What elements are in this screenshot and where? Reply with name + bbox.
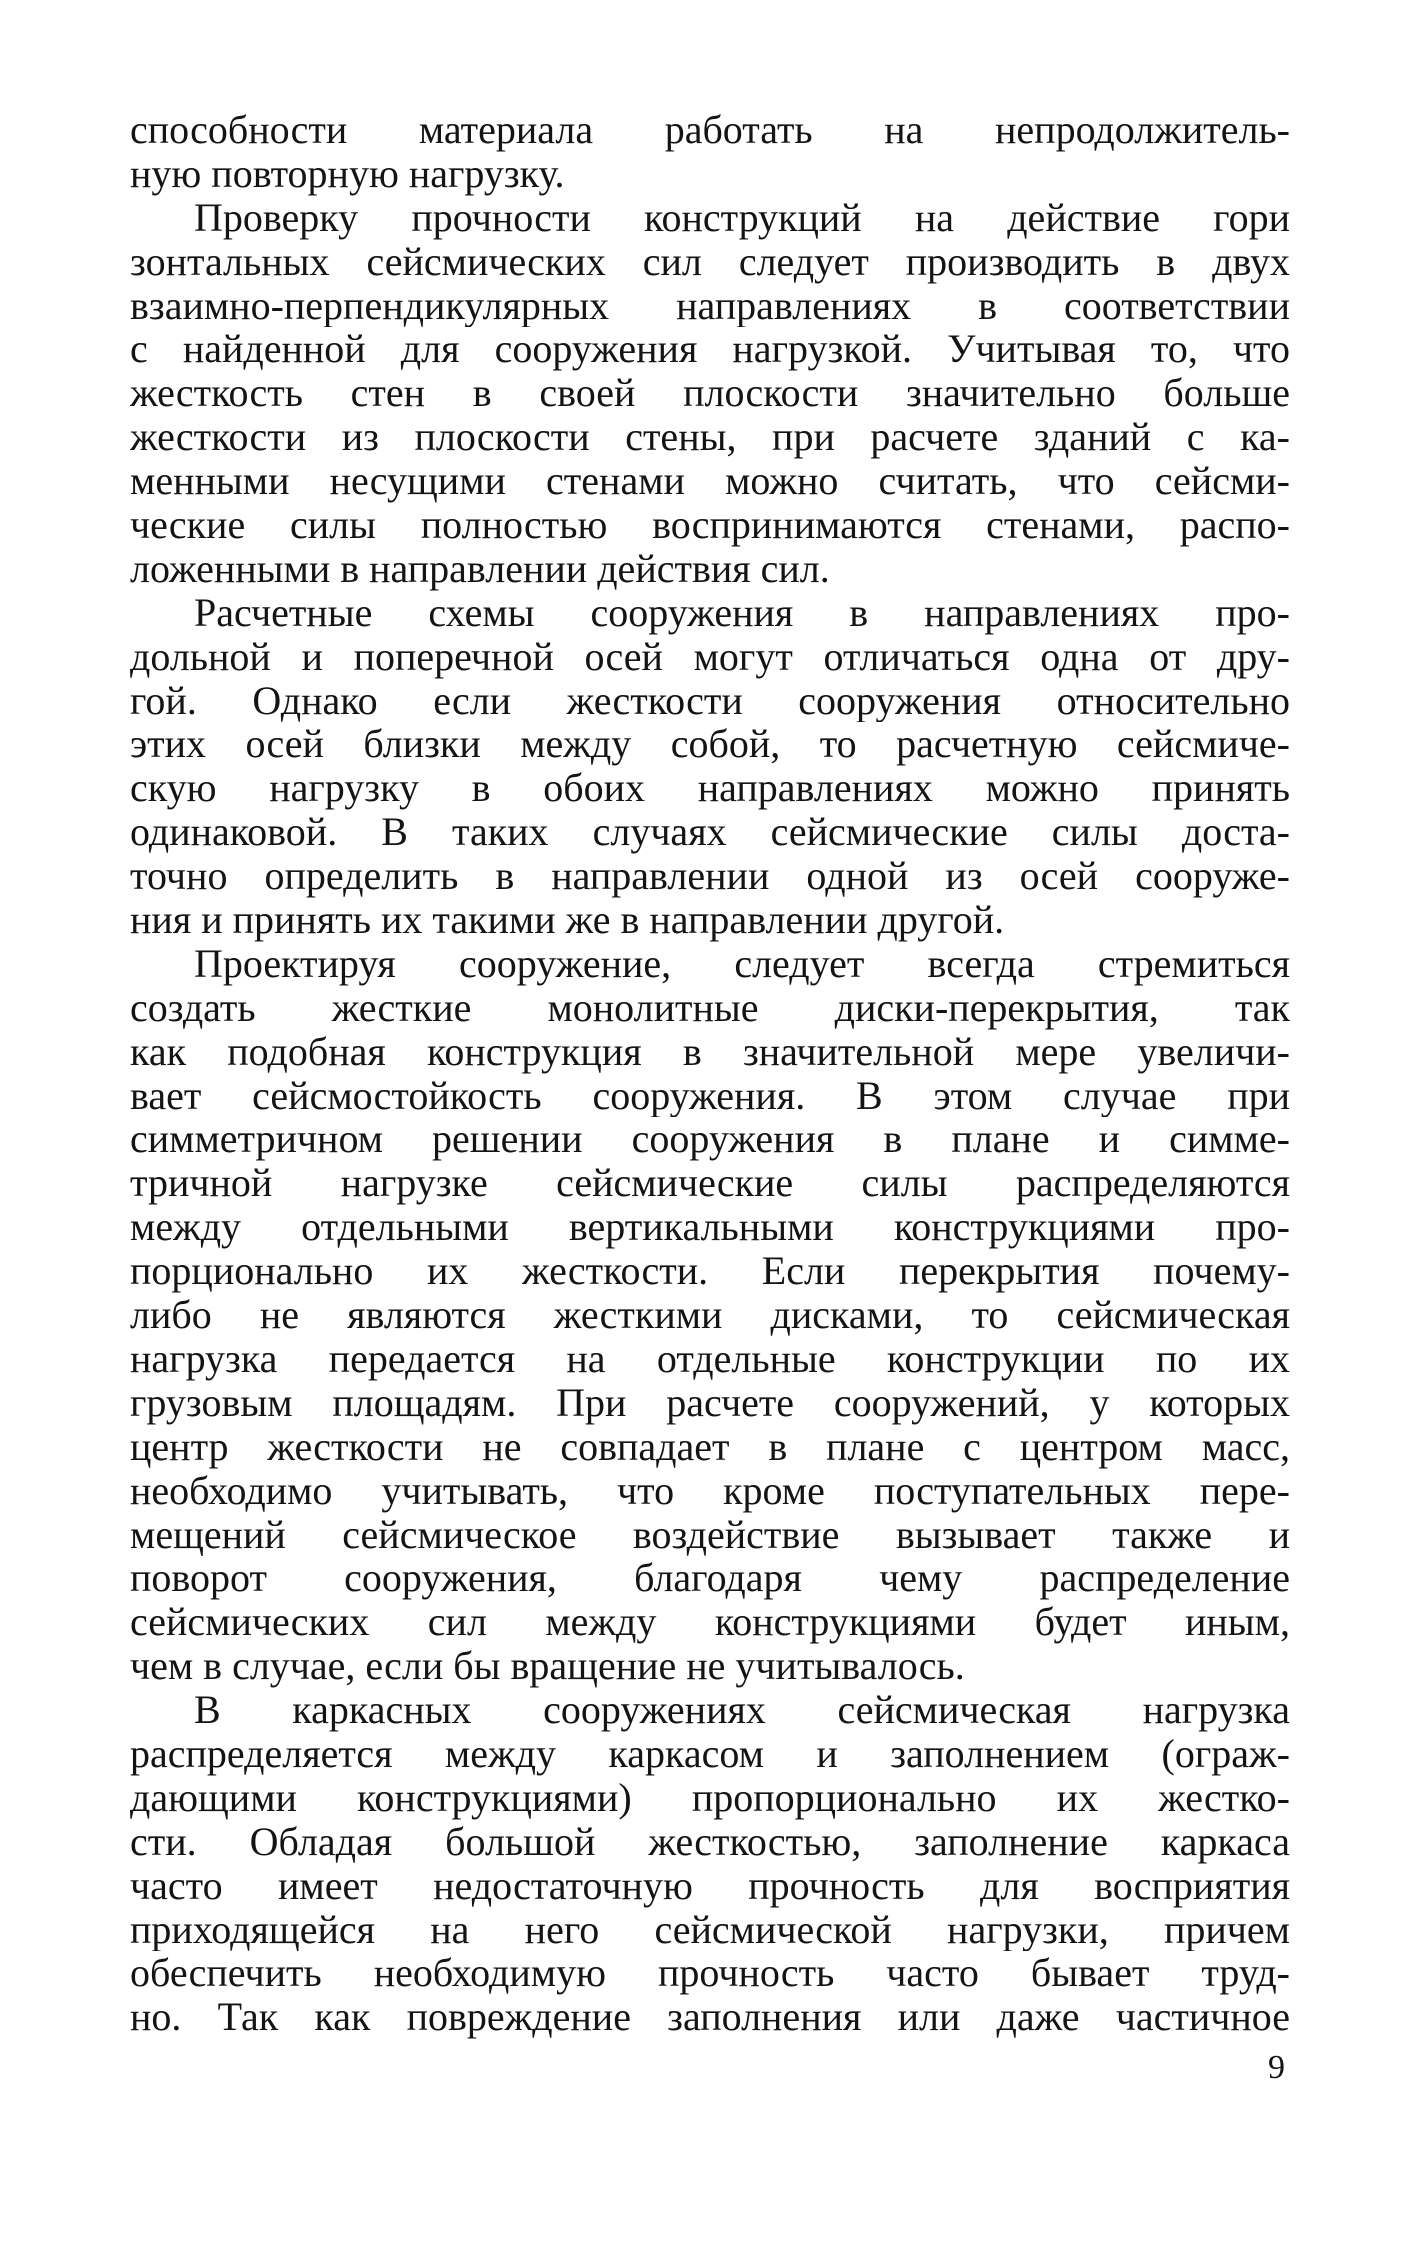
- text-line: вает сейсмостойкость сооружения. В этом случае при: [130, 1073, 1290, 1118]
- text-line: гой. Однако если жесткости сооружения относительно: [130, 678, 1290, 723]
- text-line: точно определить в направлении одной из осей сооруже-: [130, 854, 1290, 899]
- text-line: ложенными в направлении действия сил.: [130, 546, 830, 591]
- text-line: распределяется между каркасом и заполнением (ограж-: [130, 1731, 1290, 1776]
- paragraph-first-line: Проектируя сооружение, следует всегда стремиться: [194, 941, 1290, 986]
- text-line: мещений сейсмическое воздействие вызывает также и: [130, 1512, 1290, 1557]
- text-line: скую нагрузку в обоих направлениях можно принять: [130, 766, 1290, 811]
- text-line: ческие силы полностью воспринимаются стенами, распо-: [130, 503, 1290, 547]
- text-line: но. Так как повреждение заполнения или даже частичное: [130, 1995, 1290, 2040]
- paragraph-first-line: В каркасных сооружениях сейсмическая нагрузка: [194, 1688, 1290, 1732]
- text-line: часто имеет недостаточную прочность для восприятия: [130, 1863, 1290, 1908]
- text-line: дающими конструкциями) пропорционально их жестко-: [130, 1775, 1290, 1820]
- text-line: жесткость стен в своей плоскости значительно больше: [130, 371, 1290, 416]
- text-line: этих осей близки между собой, то расчетную сейсмиче-: [130, 722, 1290, 767]
- text-line: грузовым площадям. При расчете сооружений, у которых: [130, 1380, 1290, 1425]
- text-line: зонтальных сейсмических сил следует производить в двух: [130, 239, 1290, 284]
- text-line: одинаковой. В таких случаях сейсмические силы доста-: [130, 810, 1290, 855]
- text-line: жесткости из плоскости стены, при расчете зданий с ка-: [130, 415, 1290, 460]
- text-line: дольной и поперечной осей могут отличаться одна от дру-: [130, 634, 1290, 679]
- paragraph-first-line: Расчетные схемы сооружения в направлениях про-: [194, 590, 1290, 635]
- text-line: центр жесткости не совпадает в плане с центром масс,: [130, 1424, 1290, 1469]
- text-line: симметричном решении сооружения в плане и симме-: [130, 1117, 1290, 1162]
- text-line: приходящейся на него сейсмической нагрузки, причем: [130, 1907, 1290, 1952]
- paragraph-first-line: Проверку прочности конструкций на действие гори: [194, 195, 1290, 240]
- text-line: как подобная конструкция в значительной мере увеличи-: [130, 1029, 1290, 1074]
- text-line: сти. Обладая большой жесткостью, заполнение каркаса: [130, 1819, 1290, 1864]
- text-line: нагрузка передается на отдельные конструкции по их: [130, 1336, 1290, 1381]
- text-line: взаимно-перпендикулярных направлениях в соответствии: [130, 283, 1290, 328]
- text-line: ную повторную нагрузку.: [130, 151, 565, 196]
- text-line: необходимо учитывать, что кроме поступательных пере-: [130, 1468, 1290, 1513]
- page-body: [130, 108, 1290, 2039]
- text-line: создать жесткие монолитные диски-перекрытия, так: [130, 985, 1290, 1030]
- text-line: либо не являются жесткими дисками, то сейсмическая: [130, 1293, 1290, 1337]
- text-line: обеспечить необходимую прочность часто бывает труд-: [130, 1951, 1290, 1996]
- text-line: порционально их жесткости. Если перекрытия почему-: [130, 1249, 1290, 1294]
- text-line: чем в случае, если бы вращение не учитывалось.: [130, 1644, 965, 1689]
- text-line: тричной нагрузке сейсмические силы распределяются: [130, 1161, 1290, 1206]
- text-line: с найденной для сооружения нагрузкой. Учитывая то, что: [130, 327, 1290, 372]
- text-line: ния и принять их такими же в направлении другой.: [130, 898, 1005, 942]
- text-line: между отдельными вертикальными конструкциями про-: [130, 1205, 1290, 1250]
- page-number: 9: [1268, 2049, 1285, 2086]
- text-line: поворот сооружения, благодаря чему распределение: [130, 1556, 1290, 1601]
- text-line: сейсмических сил между конструкциями будет иным,: [130, 1600, 1290, 1645]
- text-line: менными несущими стенами можно считать, что сейсми-: [130, 459, 1290, 504]
- text-line: способности материала работать на непродолжитель-: [130, 108, 1290, 152]
